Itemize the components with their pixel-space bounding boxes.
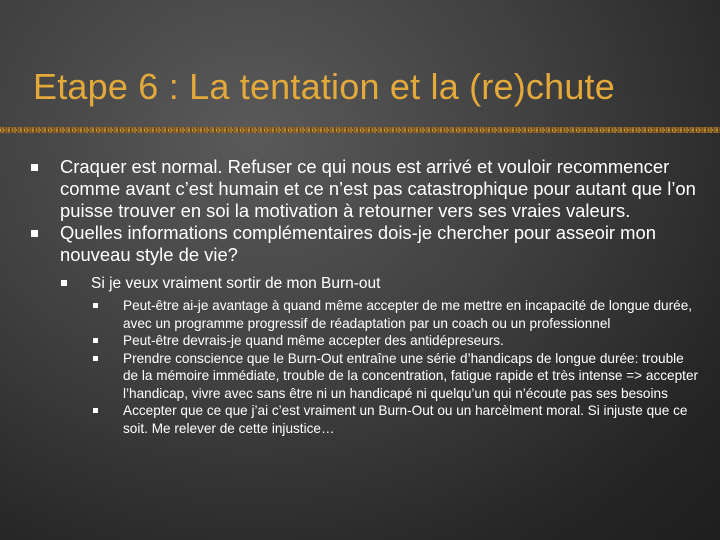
- square-bullet-icon: [93, 408, 98, 413]
- sub-sub-bullet-item: [92, 402, 700, 437]
- sub-sub-bullet-item: [92, 297, 700, 332]
- sub-bullet-item: [60, 274, 700, 437]
- bullet-item: [30, 156, 700, 222]
- bullet-text: Quelles informations complémentaires dois-je chercher pour asseoir mon nouveau style de vie?: [60, 222, 656, 265]
- slide-content: [30, 156, 700, 437]
- sub-sub-bullet-item: [92, 350, 700, 403]
- sub-sub-bullet-text: Peut-être devrais-je quand même accepter des antidépreseurs.: [123, 333, 504, 348]
- square-bullet-icon: [93, 338, 98, 343]
- sub-bullet-text: Si je veux vraiment sortir de mon Burn-out: [91, 275, 381, 292]
- title-divider: [0, 127, 720, 133]
- sub-sub-bullet-text: Prendre conscience que le Burn-Out entraîne une série d’handicaps de longue durée: trouble de la mémoire immédiate, trouble de la concentration, fatigue rapide et très intense => accepter l’handicap, vivre avec sans être ni un handicapé ni quelqu’un qui n’écoute pas ses besoins: [123, 350, 699, 401]
- sub-bullet-list: [60, 274, 700, 437]
- bullet-text: Craquer est normal. Refuser ce qui nous est arrivé et vouloir recommencer comme avant c’est humain et ce n’est pas catastrophique pour autant que l’on puisse trouver en soi la motivation à retourner vers ses vraies valeurs.: [60, 156, 696, 221]
- sub-sub-bullet-text: Peut-être ai-je avantage à quand même accepter de me mettre en incapacité de longue durée, avec un programme progressif de réadaptation par un coach ou un professionnel: [123, 298, 693, 331]
- square-bullet-icon: [93, 303, 98, 308]
- sub-sub-bullet-text: Accepter que ce que j’ai c’est vraiment un Burn-Out ou un harcèlment moral. Si injuste que ce soit. Me relever de cette injustice…: [123, 403, 688, 436]
- sub-sub-bullet-list: [92, 297, 700, 437]
- bullet-item: [30, 222, 700, 437]
- sub-sub-bullet-item: [92, 332, 700, 350]
- square-bullet-icon: [61, 280, 67, 286]
- square-bullet-icon: [31, 230, 38, 237]
- square-bullet-icon: [31, 164, 38, 171]
- square-bullet-icon: [93, 356, 98, 361]
- bullet-list: [30, 156, 700, 437]
- slide-title: Etape 6 : La tentation et la (re)chute: [33, 66, 615, 107]
